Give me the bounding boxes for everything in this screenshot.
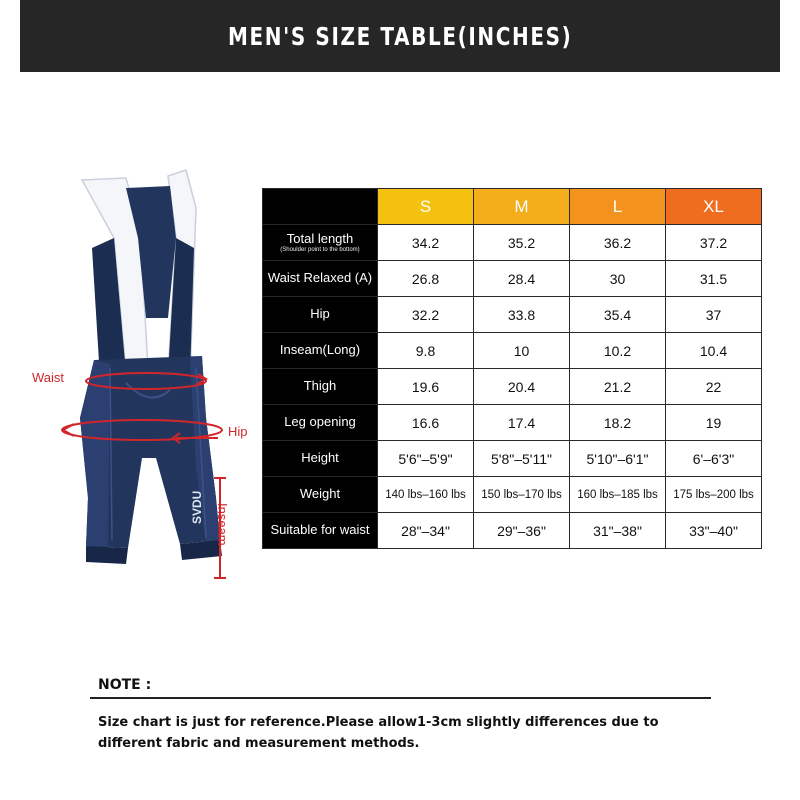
waist-callout-label: Waist bbox=[32, 370, 65, 385]
table-cell: 34.2 bbox=[378, 225, 474, 261]
table-row bbox=[263, 225, 762, 261]
note-divider bbox=[90, 697, 711, 699]
table-cell: 5'8"–5'11" bbox=[474, 441, 570, 477]
row-label: Weight bbox=[263, 477, 378, 513]
brand-mark: SVDU bbox=[190, 490, 204, 524]
table-cell: 9.8 bbox=[378, 333, 474, 369]
table-cell: 18.2 bbox=[570, 405, 666, 441]
table-cell: 26.8 bbox=[378, 261, 474, 297]
row-label: Height bbox=[263, 441, 378, 477]
table-cell: 32.2 bbox=[378, 297, 474, 333]
table-cell: 10.4 bbox=[666, 333, 762, 369]
page-title: MEN'S SIZE TABLE(INCHES) bbox=[227, 21, 573, 51]
table-row bbox=[263, 261, 762, 297]
table-cell: 16.6 bbox=[378, 405, 474, 441]
table-cell: 28.4 bbox=[474, 261, 570, 297]
table-cell: 37 bbox=[666, 297, 762, 333]
note-text: Size chart is just for reference.Please allow1-3cm slightly differences due to different fabric and measurement methods. bbox=[98, 715, 659, 751]
table-row bbox=[263, 441, 762, 477]
row-label: Inseam(Long) bbox=[263, 333, 378, 369]
table-cell: 19.6 bbox=[378, 369, 474, 405]
row-label: Suitable for waist bbox=[263, 513, 378, 549]
table-cell: 160 lbs–185 lbs bbox=[570, 477, 666, 513]
table-row bbox=[263, 333, 762, 369]
table-cell: 30 bbox=[570, 261, 666, 297]
table-cell: 17.4 bbox=[474, 405, 570, 441]
corner-cell bbox=[263, 189, 378, 225]
size-header-s: S bbox=[378, 189, 474, 225]
bib-shorts-illustration bbox=[30, 168, 262, 588]
hip-callout-label: Hip bbox=[228, 424, 248, 439]
table-cell: 31.5 bbox=[666, 261, 762, 297]
table-cell: 5'6"–5'9" bbox=[378, 441, 474, 477]
table-row bbox=[263, 477, 762, 513]
row-label-text: Total length bbox=[286, 230, 354, 246]
table-cell: 150 lbs–170 lbs bbox=[474, 477, 570, 513]
table-cell: 33"–40" bbox=[666, 513, 762, 549]
size-table bbox=[262, 188, 762, 549]
size-header-xl: XL bbox=[666, 189, 762, 225]
table-cell: 175 lbs–200 lbs bbox=[666, 477, 762, 513]
table-cell: 37.2 bbox=[666, 225, 762, 261]
table-cell: 35.4 bbox=[570, 297, 666, 333]
row-label: Hip bbox=[263, 297, 378, 333]
size-header-m: M bbox=[474, 189, 570, 225]
row-label: Thigh bbox=[263, 369, 378, 405]
title-banner bbox=[20, 0, 780, 72]
table-cell: 6'–6'3" bbox=[666, 441, 762, 477]
table-cell: 10 bbox=[474, 333, 570, 369]
table-row bbox=[263, 513, 762, 549]
table-cell: 20.4 bbox=[474, 369, 570, 405]
table-cell: 29"–36" bbox=[474, 513, 570, 549]
table-cell: 21.2 bbox=[570, 369, 666, 405]
table-row bbox=[263, 297, 762, 333]
row-label: Leg opening bbox=[263, 405, 378, 441]
table-cell: 36.2 bbox=[570, 225, 666, 261]
table-cell: 140 lbs–160 lbs bbox=[378, 477, 474, 513]
table-cell: 35.2 bbox=[474, 225, 570, 261]
table-cell: 31"–38" bbox=[570, 513, 666, 549]
note-label: NOTE : bbox=[98, 677, 152, 693]
inseam-callout-label: Inseam bbox=[215, 503, 230, 546]
row-label: Waist Relaxed (A) bbox=[263, 261, 378, 297]
table-cell: 28"–34" bbox=[378, 513, 474, 549]
table-cell: 19 bbox=[666, 405, 762, 441]
table-row bbox=[263, 405, 762, 441]
table-cell: 10.2 bbox=[570, 333, 666, 369]
table-cell: 5'10"–6'1" bbox=[570, 441, 666, 477]
row-label bbox=[263, 225, 378, 261]
table-row bbox=[263, 369, 762, 405]
size-header-l: L bbox=[570, 189, 666, 225]
size-header-row bbox=[263, 189, 762, 225]
row-sublabel: (Shoulder point to the bottom) bbox=[280, 246, 360, 253]
table-cell: 22 bbox=[666, 369, 762, 405]
table-cell: 33.8 bbox=[474, 297, 570, 333]
